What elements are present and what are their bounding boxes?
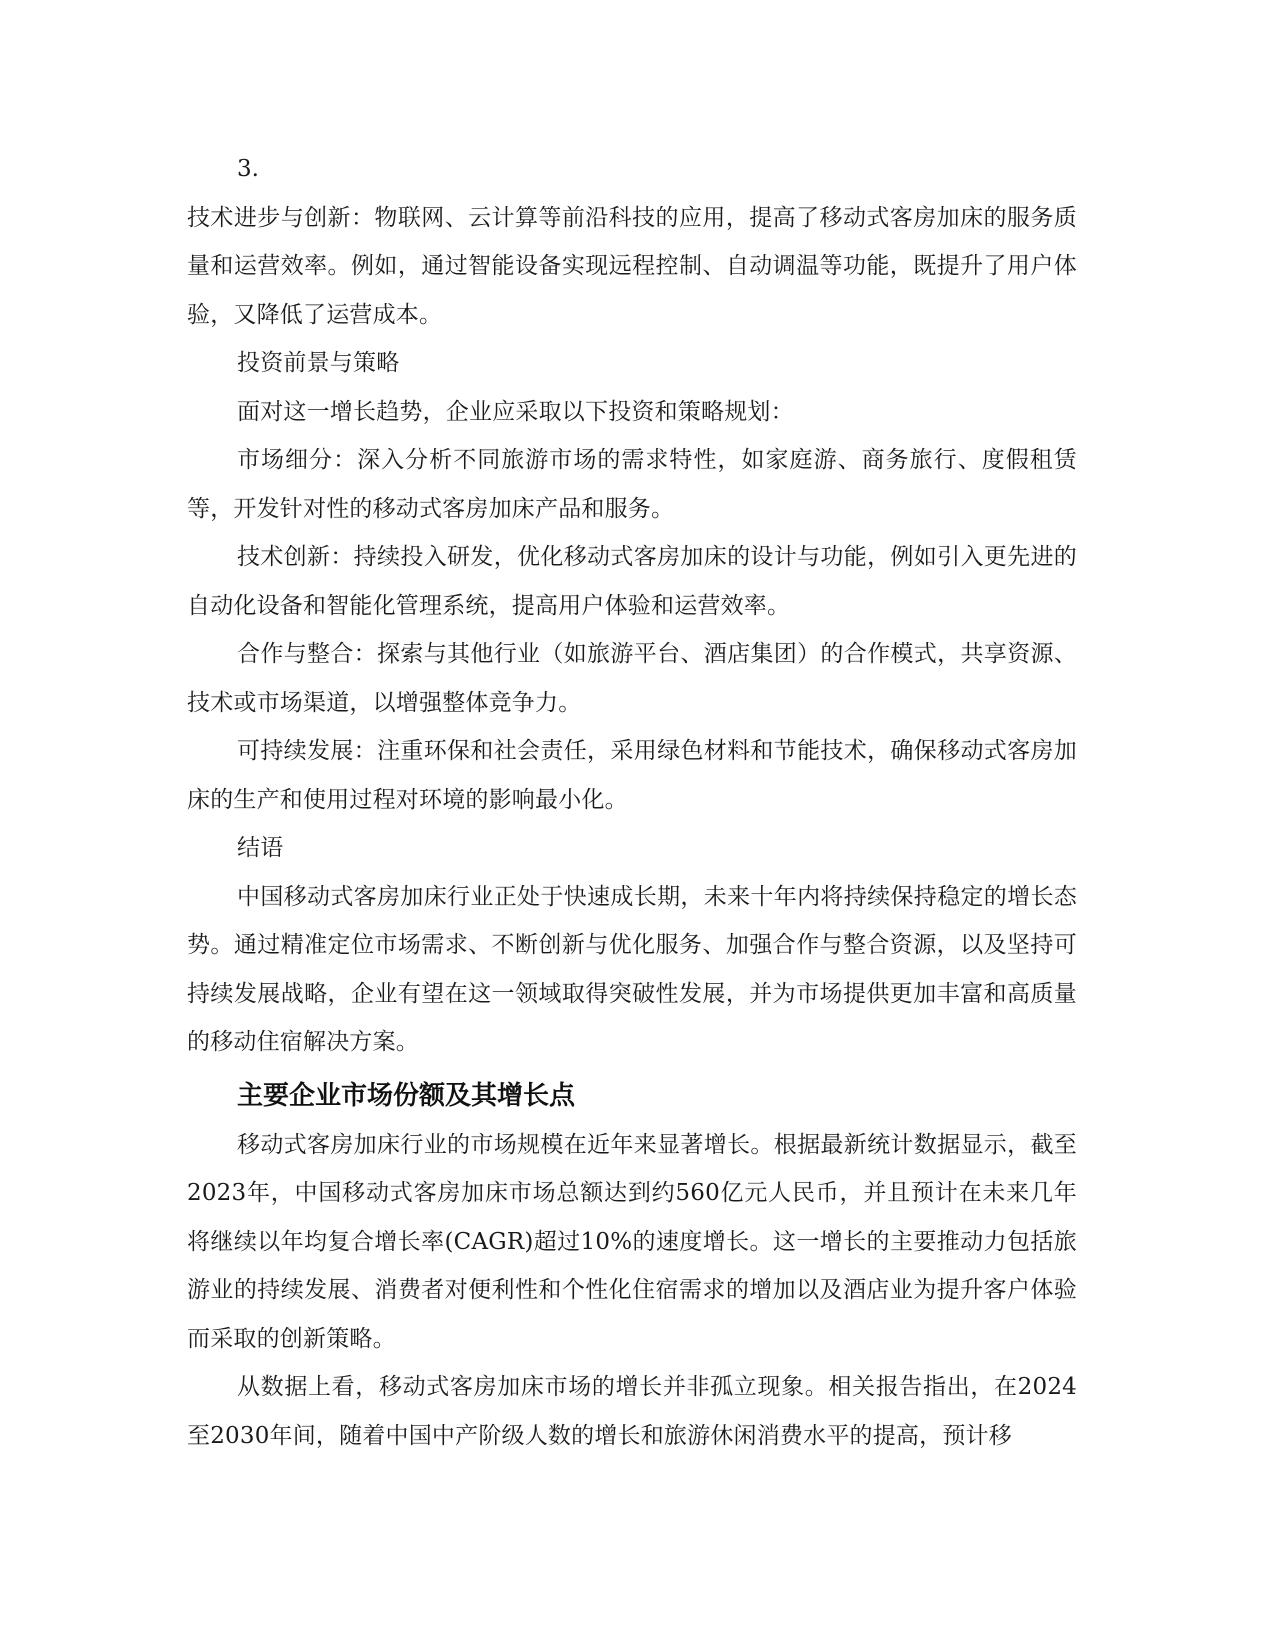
paragraph-tech-progress: 技术进步与创新：物联网、云计算等前沿科技的应用，提高了移动式客房加床的服务质量和运营效率。例如，通过智能设备实现远程控制、自动调温等功能，既提升了用户体验，又降低了运营成本。 — [187, 204, 1077, 328]
subheading-conclusion: 结语 — [237, 835, 284, 861]
paragraph-tech-innovation: 技术创新：持续投入研发，优化移动式客房加床的设计与功能，例如引入更先进的自动化设备和智能化管理系统，提高用户体验和运营效率。 — [187, 544, 1077, 619]
section-heading-market-share: 主要企业市场份额及其增长点 — [237, 1080, 576, 1111]
paragraph-sustainability: 可持续发展：注重环保和社会责任，采用绿色材料和节能技术，确保移动式客房加床的生产和使用过程对环境的影响最小化。 — [187, 738, 1077, 813]
paragraph-cooperation: 合作与整合：探索与其他行业（如旅游平台、酒店集团）的合作模式，共享资源、技术或市场渠道，以增强整体竞争力。 — [187, 641, 1077, 716]
paragraph-investment-intro: 面对这一增长趋势，企业应采取以下投资和策略规划： — [237, 398, 794, 425]
subheading-investment-outlook: 投资前景与策略 — [237, 350, 400, 376]
list-item-number: 3. — [237, 156, 259, 182]
paragraph-market-segmentation: 市场细分：深入分析不同旅游市场的需求特性，如家庭游、商务旅行、度假租赁等，开发针对性的移动式客房加床产品和服务。 — [187, 447, 1077, 522]
paragraph-conclusion: 中国移动式客房加床行业正处于快速成长期，未来十年内将持续保持稳定的增长态势。通过精准定位市场需求、不断创新与优化服务、加强合作与整合资源，以及坚持可持续发展战略，企业有望在这一领域取得突破性发展，并为市场提供更加丰富和高质量的移动住宿解决方案。 — [187, 883, 1077, 1055]
paragraph-market-size: 移动式客房加床行业的市场规模在近年来显著增长。根据最新统计数据显示，截至2023年，中国移动式客房加床市场总额达到约560亿元人民币，并且预计在未来几年将继续以年均复合增长率(CAGR)超过10%的速度增长。这一增长的主要推动力包括旅游业的持续发展、消费者对便利性和个性化住宿需求的增加以及酒店业为提升客户体验而采取的创新策略。 — [187, 1131, 1077, 1352]
paragraph-data-view: 从数据上看，移动式客房加床市场的增长并非孤立现象。相关报告指出，在2024至2030年间，随着中国中产阶级人数的增长和旅游休闲消费水平的提高，预计移 — [187, 1374, 1077, 1449]
document-body — [187, 145, 1077, 1460]
